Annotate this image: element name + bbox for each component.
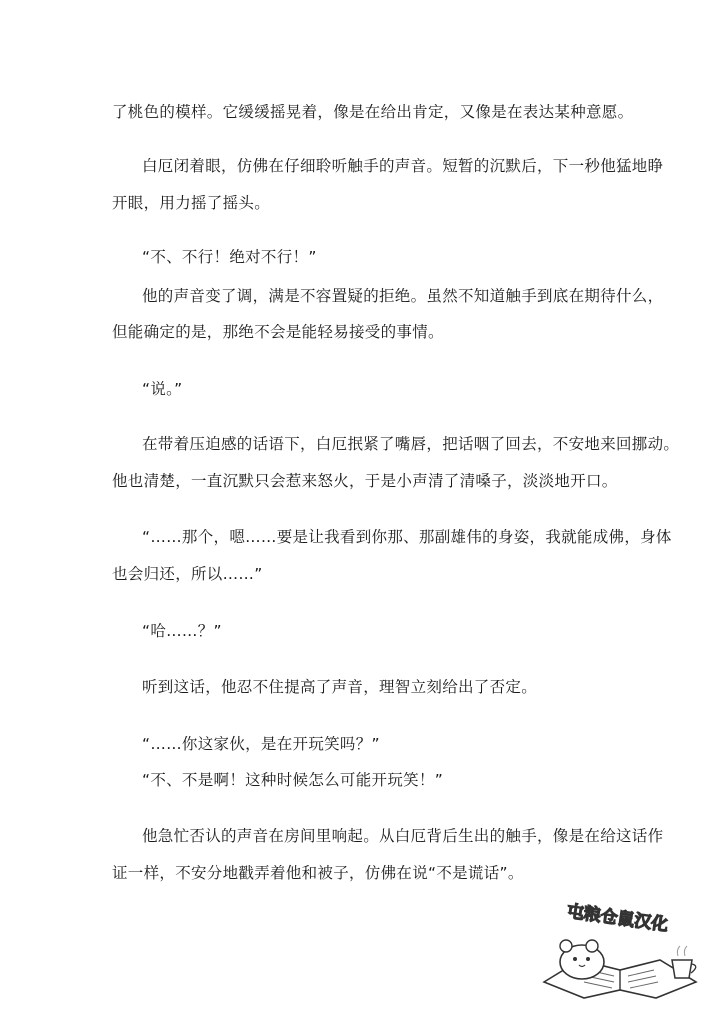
- text-line: “……你这家伙，是在开玩笑吗？”: [142, 735, 380, 753]
- text-line: “不、不行！绝对不行！”: [142, 248, 317, 266]
- logo-graphic: [536, 902, 704, 1002]
- text-line: “说。”: [142, 380, 183, 398]
- text-line: 他的声音变了调，满是不容置疑的拒绝。虽然不知道触手到底在期待什么，: [142, 287, 664, 305]
- text-line: 了桃色的模样。它缓缓摇晃着，像是在给出肯定，又像是在表达某种意愿。: [112, 103, 634, 121]
- text-line: 在带着压迫感的话语下，白厄抿紧了嘴唇，把话咽了回去，不安地来回挪动。: [142, 435, 680, 453]
- text-line: 证一样，不安分地戳弄着他和被子，仿佛在说“不是谎话”。: [112, 864, 524, 882]
- text-line: 他也清楚，一直沉默只会惹来怒火，于是小声清了清嗓子，淡淡地开口。: [112, 472, 618, 490]
- svg-text:屯粮仓鼠汉化: 屯粮仓鼠汉化: [565, 902, 670, 936]
- text-line: “……那个，嗯……要是让我看到你那、那副雄伟的身姿，我就能成佛，身体: [142, 528, 672, 546]
- text-line: 开眼，用力摇了摇头。: [112, 194, 271, 212]
- text-line: 白厄闭着眼，仿佛在仔细聆听触手的声音。短暂的沉默后，下一秒他猛地睁: [142, 157, 664, 175]
- text-line: 他急忙否认的声音在房间里响起。从白厄背后生出的触手，像是在给这话作: [142, 827, 664, 845]
- text-line: “不、不是啊！这种时候怎么可能开玩笑！”: [142, 771, 444, 789]
- text-line: “哈……？”: [142, 622, 222, 640]
- text-line: 也会归还，所以……”: [112, 565, 263, 583]
- text-line: 但能确定的是，那绝不会是能轻易接受的事情。: [112, 323, 444, 341]
- text-line: 听到这话，他忍不住提高了声音，理智立刻给出了否定。: [142, 678, 538, 696]
- hamster-reading-book-icon: [536, 902, 704, 1002]
